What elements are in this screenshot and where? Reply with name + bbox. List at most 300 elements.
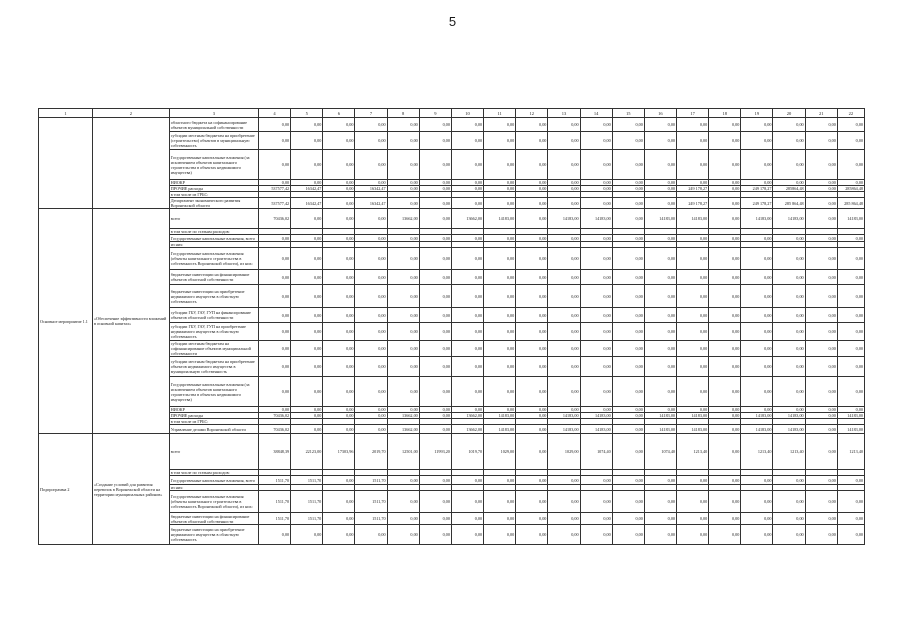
amount-cell: 0,00 xyxy=(677,150,709,180)
amount-cell: 0,00 xyxy=(677,476,709,485)
amount-cell: 0,00 xyxy=(387,323,419,341)
amount-cell: 0,00 xyxy=(837,491,864,513)
amount-cell: 0,00 xyxy=(291,132,323,150)
amount-cell: 0,00 xyxy=(258,308,290,323)
amount-cell: 0,00 xyxy=(580,198,612,209)
amount-cell: 0,00 xyxy=(355,308,387,323)
amount-cell: 0,00 xyxy=(773,132,805,150)
amount-cell: 0,00 xyxy=(516,525,548,545)
amount-cell: 0,00 xyxy=(323,377,355,407)
expense-label-cell: из них: xyxy=(169,485,258,491)
amount-cell: 0,00 xyxy=(291,407,323,413)
amount-cell: 0,00 xyxy=(677,235,709,242)
amount-cell: 0,00 xyxy=(516,476,548,485)
amount-cell: 0,00 xyxy=(516,186,548,192)
amount-cell: 0,00 xyxy=(612,180,644,186)
amount-cell: 0,00 xyxy=(837,150,864,180)
amount-cell: 14183,00 xyxy=(644,413,676,419)
amount-cell: 14183,00 xyxy=(741,413,773,419)
amount-cell: 0,00 xyxy=(323,308,355,323)
amount-cell: 0,00 xyxy=(419,198,451,209)
table-row xyxy=(39,434,865,470)
amount-cell: 0,00 xyxy=(580,285,612,308)
amount-cell: 0,00 xyxy=(741,341,773,357)
amount-cell: 0,00 xyxy=(323,180,355,186)
amount-cell: 0,00 xyxy=(741,150,773,180)
column-number: 9 xyxy=(419,109,451,118)
amount-cell: 0,00 xyxy=(355,209,387,229)
amount-cell: 14183,00 xyxy=(677,425,709,434)
amount-cell: 0,00 xyxy=(837,285,864,308)
amount-cell: 0,00 xyxy=(612,476,644,485)
amount-cell: 0,00 xyxy=(451,248,483,270)
amount-cell: 0,00 xyxy=(805,491,837,513)
amount-cell: 0,00 xyxy=(805,248,837,270)
amount-cell: 0,00 xyxy=(323,407,355,413)
amount-cell: 0,00 xyxy=(516,491,548,513)
amount-cell: 0,00 xyxy=(291,235,323,242)
amount-cell: 70436,02 xyxy=(258,413,290,419)
amount-cell: 249 178,27 xyxy=(677,198,709,209)
amount-cell: 0,00 xyxy=(258,525,290,545)
amount-cell: 0,00 xyxy=(612,198,644,209)
amount-cell: 14183,00 xyxy=(677,209,709,229)
amount-cell: 0,00 xyxy=(805,209,837,229)
amount-cell: 22123,00 xyxy=(291,434,323,470)
amount-cell: 14183,00 xyxy=(773,413,805,419)
program-code-cell: Подпрограмма 2 xyxy=(39,434,93,545)
amount-cell: 0,00 xyxy=(451,525,483,545)
amount-cell: 0,00 xyxy=(837,377,864,407)
amount-cell: 0,00 xyxy=(419,341,451,357)
amount-cell: 0,00 xyxy=(612,132,644,150)
amount-cell: 0,00 xyxy=(291,525,323,545)
amount-cell: 249 178,27 xyxy=(677,186,709,192)
amount-cell: 0,00 xyxy=(323,476,355,485)
amount-cell: 0,00 xyxy=(612,285,644,308)
amount-cell: 0,00 xyxy=(258,323,290,341)
amount-cell: 0,00 xyxy=(548,285,580,308)
amount-cell: 0,00 xyxy=(387,513,419,525)
expense-label-cell: бюджетные инвестиции на финансирование объектов областной собственности xyxy=(169,513,258,525)
expense-label-cell: Государственные капитальные вложения (за исключением объектов капитального строительства в объектах недвижимого имущества) xyxy=(169,150,258,180)
expense-label-cell: областного бюджета на софинансирование объектов муниципальной собственности xyxy=(169,118,258,132)
column-number: 21 xyxy=(805,109,837,118)
budget-table xyxy=(38,108,865,545)
amount-cell: 0,00 xyxy=(741,180,773,186)
amount-cell: 0,00 xyxy=(451,341,483,357)
expense-label-cell: ПРОЧИЕ расходы xyxy=(169,413,258,419)
amount-cell: 0,00 xyxy=(355,525,387,545)
amount-cell: 0,00 xyxy=(323,357,355,377)
amount-cell: 0,00 xyxy=(741,235,773,242)
amount-cell: 0,00 xyxy=(387,118,419,132)
amount-cell: 0,00 xyxy=(548,270,580,285)
amount-cell: 0,00 xyxy=(484,198,516,209)
amount-cell: 0,00 xyxy=(387,407,419,413)
amount-cell: 0,00 xyxy=(741,248,773,270)
amount-cell: 0,00 xyxy=(548,150,580,180)
amount-cell: 0,00 xyxy=(644,491,676,513)
amount-cell: 0,00 xyxy=(516,235,548,242)
amount-cell: 0,00 xyxy=(741,308,773,323)
amount-cell: 0,00 xyxy=(323,118,355,132)
expense-label-cell: субсидии местным бюджетам на приобретение (строительство) объектов в муниципальную собственность xyxy=(169,132,258,150)
amount-cell: 285 864,48 xyxy=(773,198,805,209)
amount-cell: 0,00 xyxy=(451,132,483,150)
amount-cell: 0,00 xyxy=(677,308,709,323)
amount-cell: 0,00 xyxy=(419,132,451,150)
amount-cell: 14183,00 xyxy=(837,413,864,419)
amount-cell: 0,00 xyxy=(258,407,290,413)
amount-cell: 0,00 xyxy=(773,308,805,323)
amount-cell: 14183,00 xyxy=(580,209,612,229)
amount-cell: 0,00 xyxy=(258,150,290,180)
amount-cell: 0,00 xyxy=(419,118,451,132)
amount-cell: 0,00 xyxy=(644,341,676,357)
amount-cell: 0,00 xyxy=(258,132,290,150)
amount-cell: 70436,02 xyxy=(258,209,290,229)
amount-cell: 0,00 xyxy=(741,491,773,513)
expense-label-cell: Государственные капитальные вложения (за исключением объектов капитального строительства в объектах недвижимого имущества) xyxy=(169,377,258,407)
amount-cell: 0,00 xyxy=(741,377,773,407)
expense-label-cell: Государственные капитальные вложения, всего xyxy=(169,235,258,242)
amount-cell: 0,00 xyxy=(484,270,516,285)
amount-cell: 0,00 xyxy=(709,209,741,229)
amount-cell: 0,00 xyxy=(805,513,837,525)
amount-cell: 0,00 xyxy=(387,308,419,323)
amount-cell: 0,00 xyxy=(323,198,355,209)
amount-cell: 0,00 xyxy=(741,407,773,413)
amount-cell: 0,00 xyxy=(709,248,741,270)
amount-cell: 0,00 xyxy=(323,413,355,419)
amount-cell: 0,00 xyxy=(773,357,805,377)
amount-cell: 0,00 xyxy=(709,407,741,413)
amount-cell: 0,00 xyxy=(677,341,709,357)
amount-cell: 13662,00 xyxy=(451,413,483,419)
amount-cell: 0,00 xyxy=(516,132,548,150)
amount-cell: 0,00 xyxy=(355,180,387,186)
amount-cell: 0,00 xyxy=(612,525,644,545)
amount-cell: 0,00 xyxy=(805,407,837,413)
amount-cell: 0,00 xyxy=(291,308,323,323)
amount-cell: 0,00 xyxy=(773,180,805,186)
amount-cell: 0,00 xyxy=(484,377,516,407)
amount-cell: 0,00 xyxy=(355,150,387,180)
amount-cell: 0,00 xyxy=(516,180,548,186)
amount-cell: 14183,00 xyxy=(548,425,580,434)
amount-cell: 1213,40 xyxy=(773,434,805,470)
amount-cell: 0,00 xyxy=(644,132,676,150)
column-number: 15 xyxy=(612,109,644,118)
amount-cell: 0,00 xyxy=(419,525,451,545)
amount-cell: 0,00 xyxy=(612,186,644,192)
amount-cell: 0,00 xyxy=(709,198,741,209)
amount-cell: 0,00 xyxy=(773,270,805,285)
amount-cell: 0,00 xyxy=(837,476,864,485)
amount-cell: 0,00 xyxy=(291,323,323,341)
amount-cell: 14183,00 xyxy=(548,209,580,229)
amount-cell: 0,00 xyxy=(291,413,323,419)
amount-cell: 0,00 xyxy=(419,425,451,434)
amount-cell: 0,00 xyxy=(837,323,864,341)
amount-cell: 0,00 xyxy=(387,377,419,407)
amount-cell: 0,00 xyxy=(355,118,387,132)
amount-cell: 0,00 xyxy=(323,248,355,270)
program-title-cell: «Обеспечение эффективности вложений в основной капитал» xyxy=(92,209,169,434)
amount-cell: 0,00 xyxy=(258,118,290,132)
amount-cell: 0,00 xyxy=(548,525,580,545)
amount-cell: 0,00 xyxy=(355,377,387,407)
amount-cell: 0,00 xyxy=(612,425,644,434)
amount-cell: 0,00 xyxy=(387,132,419,150)
amount-cell: 0,00 xyxy=(709,425,741,434)
column-number: 5 xyxy=(291,109,323,118)
amount-cell: 0,00 xyxy=(741,323,773,341)
amount-cell: 0,00 xyxy=(644,150,676,180)
amount-cell: 0,00 xyxy=(773,476,805,485)
expense-label-cell: ПРОЧИЕ расходы xyxy=(169,186,258,192)
amount-cell: 14183,00 xyxy=(677,413,709,419)
amount-cell: 0,00 xyxy=(516,425,548,434)
amount-cell: 16342,47 xyxy=(291,186,323,192)
amount-cell: 0,00 xyxy=(291,425,323,434)
amount-cell: 0,00 xyxy=(323,132,355,150)
amount-cell: 0,00 xyxy=(677,525,709,545)
amount-cell: 0,00 xyxy=(419,248,451,270)
column-number: 8 xyxy=(387,109,419,118)
amount-cell: 0,00 xyxy=(741,132,773,150)
amount-cell: 0,00 xyxy=(548,248,580,270)
amount-cell: 0,00 xyxy=(580,132,612,150)
amount-cell: 0,00 xyxy=(355,425,387,434)
amount-cell: 0,00 xyxy=(805,413,837,419)
amount-cell: 0,00 xyxy=(419,491,451,513)
amount-cell: 0,00 xyxy=(644,308,676,323)
amount-cell: 249 178,27 xyxy=(741,186,773,192)
column-number: 1 xyxy=(39,109,93,118)
amount-cell: 0,00 xyxy=(837,180,864,186)
amount-cell: 0,00 xyxy=(580,150,612,180)
amount-cell: 0,00 xyxy=(837,513,864,525)
column-number: 19 xyxy=(741,109,773,118)
column-number: 14 xyxy=(580,109,612,118)
expense-label-cell: Государственные капитальные вложения (объекты капитального строительства в собственность Воронежской области), из них: xyxy=(169,248,258,270)
amount-cell: 0,00 xyxy=(580,308,612,323)
amount-cell: 0,00 xyxy=(612,491,644,513)
amount-cell: 0,00 xyxy=(548,235,580,242)
amount-cell: 0,00 xyxy=(580,248,612,270)
amount-cell: 0,00 xyxy=(548,341,580,357)
amount-cell: 0,00 xyxy=(612,434,644,470)
amount-cell: 1029,00 xyxy=(548,434,580,470)
amount-cell: 0,00 xyxy=(291,270,323,285)
amount-cell: 0,00 xyxy=(451,476,483,485)
amount-cell: 0,00 xyxy=(709,357,741,377)
amount-cell: 14183,00 xyxy=(484,413,516,419)
amount-cell: 0,00 xyxy=(451,180,483,186)
amount-cell: 0,00 xyxy=(580,476,612,485)
amount-cell: 0,00 xyxy=(709,413,741,419)
amount-cell: 0,00 xyxy=(451,235,483,242)
amount-cell: 14183,00 xyxy=(580,425,612,434)
amount-cell: 1511,70 xyxy=(258,491,290,513)
amount-cell: 14183,00 xyxy=(773,425,805,434)
amount-cell: 1511,70 xyxy=(291,491,323,513)
amount-cell: 16342,47 xyxy=(355,186,387,192)
amount-cell: 249 178,27 xyxy=(741,198,773,209)
amount-cell: 0,00 xyxy=(805,357,837,377)
amount-cell: 0,00 xyxy=(516,513,548,525)
amount-cell: 0,00 xyxy=(484,476,516,485)
amount-cell: 1029,00 xyxy=(484,434,516,470)
amount-cell: 0,00 xyxy=(837,248,864,270)
amount-cell: 0,00 xyxy=(355,285,387,308)
table-body xyxy=(39,118,865,545)
amount-cell: 0,00 xyxy=(805,186,837,192)
expense-label-cell: в том числе по статьям расходов: xyxy=(169,229,258,235)
amount-cell: 0,00 xyxy=(419,308,451,323)
amount-cell: 1511,70 xyxy=(355,491,387,513)
expense-label-cell: в том числе из ГРБС: xyxy=(169,192,258,198)
amount-cell: 0,00 xyxy=(709,285,741,308)
amount-cell: 0,00 xyxy=(291,285,323,308)
amount-cell: 0,00 xyxy=(644,377,676,407)
amount-cell: 0,00 xyxy=(484,357,516,377)
amount-cell: 0,00 xyxy=(419,150,451,180)
amount-cell: 0,00 xyxy=(516,357,548,377)
amount-cell: 0,00 xyxy=(387,357,419,377)
amount-cell: 0,00 xyxy=(258,235,290,242)
amount-cell: 0,00 xyxy=(580,235,612,242)
amount-cell: 0,00 xyxy=(516,248,548,270)
amount-cell: 0,00 xyxy=(580,525,612,545)
amount-cell: 0,00 xyxy=(548,198,580,209)
amount-cell: 13662,00 xyxy=(451,425,483,434)
amount-cell: 0,00 xyxy=(451,198,483,209)
expense-label-cell: НИОКР xyxy=(169,180,258,186)
column-number: 22 xyxy=(837,109,864,118)
amount-cell: 0,00 xyxy=(516,323,548,341)
amount-cell: 0,00 xyxy=(741,357,773,377)
amount-cell: 0,00 xyxy=(709,434,741,470)
amount-cell: 1511,70 xyxy=(258,513,290,525)
amount-cell: 0,00 xyxy=(355,235,387,242)
amount-cell: 0,00 xyxy=(677,132,709,150)
amount-cell: 285 864,48 xyxy=(837,198,864,209)
amount-cell: 0,00 xyxy=(805,323,837,341)
amount-cell: 0,00 xyxy=(355,248,387,270)
amount-cell: 13662,00 xyxy=(387,413,419,419)
amount-cell: 0,00 xyxy=(805,476,837,485)
program-title-cell: «Создание условий для развития перевозок в Воронежской области на территории муниципальных районов» xyxy=(92,434,169,545)
amount-cell: 0,00 xyxy=(419,270,451,285)
amount-cell: 0,00 xyxy=(644,323,676,341)
amount-cell: 16342,47 xyxy=(291,198,323,209)
expense-label-cell: Управление делами Воронежской области xyxy=(169,425,258,434)
amount-cell: 0,00 xyxy=(741,525,773,545)
column-number: 18 xyxy=(709,109,741,118)
amount-cell: 0,00 xyxy=(419,285,451,308)
amount-cell: 0,00 xyxy=(805,235,837,242)
column-number-row xyxy=(39,109,865,118)
amount-cell: 0,00 xyxy=(773,525,805,545)
amount-cell: 11993,20 xyxy=(419,434,451,470)
amount-cell: 285864,48 xyxy=(773,186,805,192)
amount-cell: 0,00 xyxy=(291,209,323,229)
amount-cell: 0,00 xyxy=(709,118,741,132)
amount-cell: 0,00 xyxy=(548,476,580,485)
expense-label-cell: НИОКР xyxy=(169,407,258,413)
amount-cell: 0,00 xyxy=(484,308,516,323)
amount-cell: 0,00 xyxy=(258,270,290,285)
expense-label-cell: субсидии местным бюджетам на софинансирование объектов муниципальной собственности xyxy=(169,341,258,357)
amount-cell: 0,00 xyxy=(516,270,548,285)
amount-cell: 0,00 xyxy=(837,235,864,242)
amount-cell: 0,00 xyxy=(773,323,805,341)
amount-cell: 0,00 xyxy=(709,491,741,513)
amount-cell: 0,00 xyxy=(644,186,676,192)
amount-cell: 1213,40 xyxy=(741,434,773,470)
amount-cell: 0,00 xyxy=(323,525,355,545)
amount-cell: 14183,00 xyxy=(773,209,805,229)
amount-cell: 0,00 xyxy=(323,323,355,341)
amount-cell: 0,00 xyxy=(644,357,676,377)
amount-cell: 0,00 xyxy=(709,476,741,485)
amount-cell: 0,00 xyxy=(387,491,419,513)
amount-cell: 14183,00 xyxy=(644,209,676,229)
amount-cell: 14183,00 xyxy=(741,209,773,229)
amount-cell: 0,00 xyxy=(580,341,612,357)
amount-cell: 0,00 xyxy=(484,407,516,413)
program-code-cell: Основное мероприятие 1.1 xyxy=(39,209,93,434)
expense-label-cell: всего xyxy=(169,434,258,470)
amount-cell: 0,00 xyxy=(419,513,451,525)
amount-cell: 0,00 xyxy=(580,407,612,413)
amount-cell: 0,00 xyxy=(773,407,805,413)
expense-label-cell: субсидии ГБУ, ГАУ, ГУП на приобретение недвижимого имущества в областную собственность xyxy=(169,323,258,341)
amount-cell: 0,00 xyxy=(548,323,580,341)
amount-cell: 0,00 xyxy=(580,357,612,377)
amount-cell: 0,00 xyxy=(644,235,676,242)
amount-cell: 0,00 xyxy=(387,270,419,285)
amount-cell: 1074,40 xyxy=(644,434,676,470)
amount-cell: 0,00 xyxy=(805,285,837,308)
amount-cell: 0,00 xyxy=(451,407,483,413)
amount-cell: 0,00 xyxy=(612,248,644,270)
table-row xyxy=(39,209,865,229)
amount-cell: 0,00 xyxy=(612,413,644,419)
amount-cell: 0,00 xyxy=(741,513,773,525)
amount-cell: 0,00 xyxy=(709,377,741,407)
amount-cell: 0,00 xyxy=(419,180,451,186)
amount-cell: 0,00 xyxy=(805,525,837,545)
amount-cell: 0,00 xyxy=(291,377,323,407)
amount-cell: 0,00 xyxy=(677,118,709,132)
amount-cell: 0,00 xyxy=(709,270,741,285)
amount-cell: 0,00 xyxy=(837,132,864,150)
expense-label-cell: субсидии местным бюджетам на приобретение объектов недвижимого имущества в муниципальную собственность xyxy=(169,357,258,377)
amount-cell: 0,00 xyxy=(291,357,323,377)
amount-cell: 0,00 xyxy=(484,186,516,192)
column-number: 17 xyxy=(677,109,709,118)
amount-cell: 0,00 xyxy=(644,270,676,285)
amount-cell: 0,00 xyxy=(612,235,644,242)
amount-cell: 0,00 xyxy=(741,270,773,285)
amount-cell: 0,00 xyxy=(516,341,548,357)
amount-cell: 0,00 xyxy=(484,150,516,180)
amount-cell: 0,00 xyxy=(644,525,676,545)
